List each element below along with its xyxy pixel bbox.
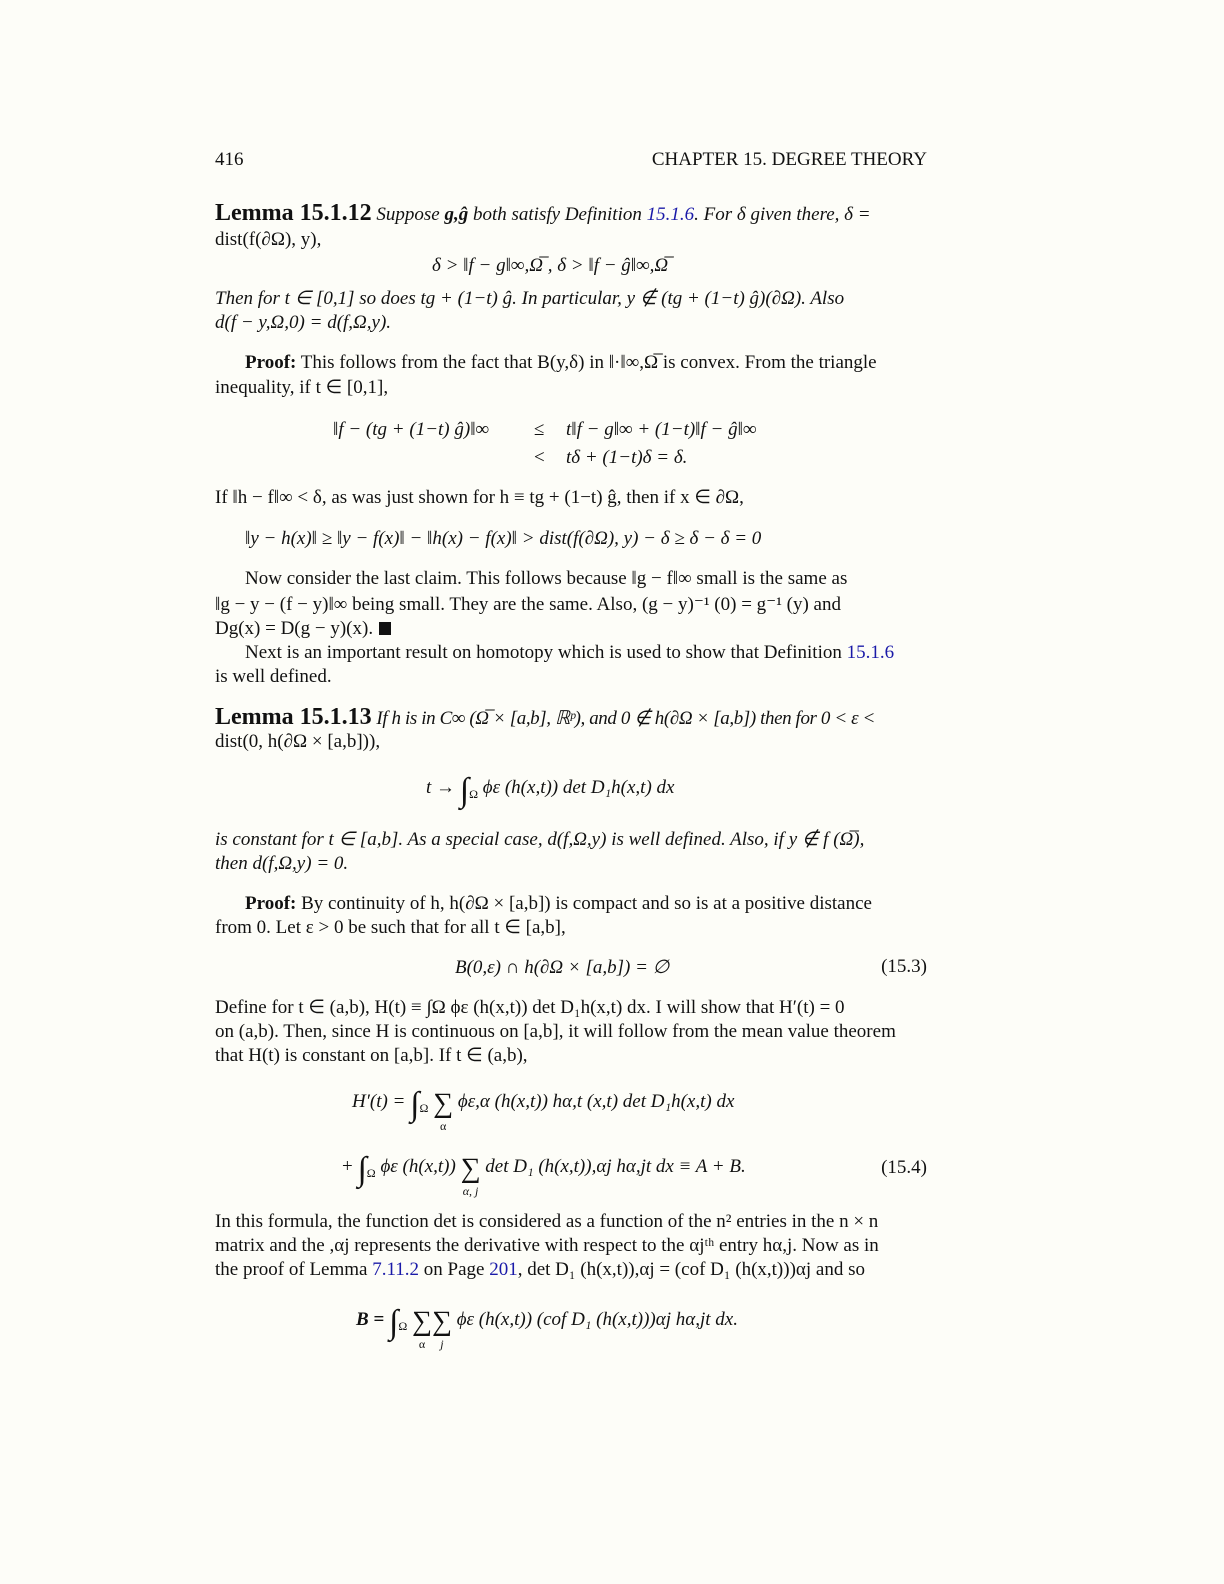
aligned-rhs-1: t‖f − g‖∞ + (1−t)‖f − ĝ‖∞	[566, 419, 757, 440]
lemma-text: Suppose	[376, 204, 445, 225]
proof-text-line: Define for t ∈ (a,b), H(t) ≡ ∫Ω ϕε (h(x,t)) det D₁h(x,t) dx. I will show that H′(t) = 0	[215, 997, 845, 1018]
summation	[412, 1308, 432, 1350]
aligned-rhs-2: tδ + (1−t)δ = δ.	[566, 447, 688, 468]
lemma-statement-line4: then d(f,Ω,y) = 0.	[215, 853, 349, 874]
definition-link[interactable]: 15.1.6	[846, 642, 895, 663]
paragraph-line: ‖g − y − (f − y)‖∞ being small. They are the same. Also, (g − y)⁻¹ (0) = g⁻¹ (y) and	[215, 594, 841, 615]
proof-label: Proof:	[245, 352, 297, 373]
lemma-15-1-12-statement-line1	[215, 201, 871, 227]
proof-paragraph-line2: from 0. Let ε > 0 be such that for all t ∈ [a,b],	[215, 917, 566, 938]
proof-text-line	[215, 1258, 865, 1282]
math-text: H′(t) =	[352, 1091, 406, 1112]
math-text: t →	[426, 777, 456, 798]
lemma-text: both satisfy Definition	[468, 204, 647, 225]
lemma-statement-line2: dist(0, h(∂Ω × [a,b])),	[215, 731, 381, 752]
math-text: ϕε (h(x,t)) (cof D₁ (h(x,t)))αj hα,jt dx.	[456, 1309, 738, 1330]
page-number: 416	[215, 149, 244, 170]
summation	[433, 1090, 453, 1132]
summation	[461, 1155, 481, 1197]
equation-B	[356, 1304, 738, 1351]
proof-text: By continuity of h, h(∂Ω × [a,b]) is compact and so is at a positive distance	[296, 893, 872, 914]
lemma-statement-line4: d(f − y,Ω,0) = d(f,Ω,y).	[215, 312, 392, 333]
math-text: det D₁ (h(x,t)),αj hα,jt dx ≡ A + B.	[485, 1156, 746, 1177]
aligned-relation-1: ≤	[534, 419, 545, 440]
proof-text-line: If ‖h − f‖∞ < δ, as was just shown for h ≡ tg + (1−t) ĝ, then if x ∈ ∂Ω,	[215, 487, 744, 508]
paragraph-line	[245, 641, 894, 665]
equation-15-4-line2	[342, 1151, 746, 1198]
integral-domain: Ω	[469, 786, 479, 801]
lemma-statement-line2: dist(f(∂Ω), y),	[215, 229, 322, 250]
page-link[interactable]: 201	[489, 1259, 518, 1280]
integral-domain: Ω	[398, 1318, 408, 1333]
aligned-relation-2: <	[534, 447, 545, 468]
paragraph-line	[215, 617, 391, 641]
integral-domain: Ω	[366, 1165, 376, 1180]
proof-label: Proof:	[245, 893, 297, 914]
display-integral	[426, 772, 675, 809]
lemma-math: g,ĝ	[444, 204, 469, 225]
proof-text-line: on (a,b). Then, since H is continuous on [a,b], it will follow from the mean value theorem	[215, 1021, 896, 1042]
paragraph-line: Now consider the last claim. This follows because ‖g − f‖∞ small is the same as	[245, 568, 848, 589]
summation-sign-icon: ∑	[433, 1088, 454, 1119]
math-text: ϕε (h(x,t)) det D₁h(x,t) dx	[482, 777, 675, 798]
integral-sign-icon: ∫	[459, 772, 470, 809]
summation-index: j	[440, 1337, 444, 1351]
summation-index: α	[418, 1337, 426, 1351]
integral-sign-icon: ∫	[410, 1086, 420, 1123]
math-text: ϕε,α (h(x,t)) hα,t (x,t) det D₁h(x,t) dx	[457, 1091, 735, 1112]
display-inequality: ‖y − h(x)‖ ≥ ‖y − f(x)‖ − ‖h(x) − f(x)‖ > dist(f(∂Ω), y) − δ ≥ δ − δ = 0	[245, 528, 762, 549]
proof-text: , det D₁ (h(x,t)),αj = (cof D₁ (h(x,t)))αj and so	[517, 1259, 865, 1280]
lemma-label: Lemma 15.1.13	[215, 704, 372, 730]
definition-link[interactable]: 15.1.6	[646, 204, 695, 225]
math-text: ϕε (h(x,t))	[380, 1156, 456, 1177]
equation-15-4-line1	[352, 1086, 735, 1133]
proof-text-line: matrix and the ,αj represents the derivative with respect to the αjᵗʰ entry hα,j. Now as in	[215, 1235, 879, 1256]
summation-sign-icon: ∑	[431, 1306, 452, 1337]
qed-square-icon	[379, 622, 391, 635]
display-equation: δ > ‖f − g‖∞,Ω̅ , δ > ‖f − ĝ‖∞,Ω̅	[432, 255, 669, 276]
lemma-text: . For δ given there, δ =	[694, 204, 871, 225]
proof-text: on Page	[419, 1259, 490, 1280]
summation-sign-icon: ∑	[460, 1153, 481, 1184]
integral-domain: Ω	[419, 1100, 429, 1115]
proof-text: the proof of Lemma	[215, 1259, 373, 1280]
integral-sign-icon: ∫	[357, 1151, 367, 1188]
paragraph-line: is well defined.	[215, 666, 332, 687]
running-header: CHAPTER 15. DEGREE THEORY	[651, 149, 927, 170]
paragraph-text: Next is an important result on homotopy which is used to show that Definition	[245, 642, 847, 663]
lemma-text: If h is in C∞ (Ω̅ × [a,b], ℝᵖ), and 0 ∉ h(∂Ω × [a,b]) then for 0 < ε <	[376, 708, 875, 729]
proof-text: This follows from the fact that B(y,δ) in ‖·‖∞,Ω̅ is convex. From the triangle	[296, 352, 877, 373]
lemma-link[interactable]: 7.11.2	[372, 1259, 420, 1280]
lemma-label: Lemma 15.1.12	[215, 200, 372, 226]
proof-text-line: that H(t) is constant on [a,b]. If t ∈ (a,b),	[215, 1045, 528, 1066]
proof-paragraph-line2: inequality, if t ∈ [0,1],	[215, 377, 389, 398]
summation-sign-icon: ∑	[412, 1306, 432, 1337]
lemma-15-1-13-statement-line1	[215, 705, 875, 731]
paragraph-text: Dg(x) = D(g − y)(x).	[215, 618, 374, 639]
summation-index: α	[439, 1119, 447, 1133]
equation-15-3: B(0,ε) ∩ h(∂Ω × [a,b]) = ∅	[455, 957, 670, 978]
math-text: B =	[356, 1309, 385, 1330]
math-text: +	[342, 1156, 353, 1177]
equation-number: (15.4)	[881, 1157, 927, 1178]
integral-sign-icon: ∫	[389, 1304, 399, 1341]
proof-paragraph-line1	[245, 892, 872, 916]
proof-text-line: In this formula, the function det is considered as a function of the n² entries in the n × n	[215, 1211, 879, 1232]
summation	[432, 1308, 452, 1350]
lemma-statement-line3: is constant for t ∈ [a,b]. As a special case, d(f,Ω,y) is well defined. Also, if y ∉ f (Ω̅),	[215, 829, 865, 850]
lemma-statement-line3: Then for t ∈ [0,1] so does tg + (1−t) ĝ. In particular, y ∉ (tg + (1−t) ĝ)(∂Ω). Also	[215, 288, 845, 309]
equation-number: (15.3)	[881, 956, 927, 977]
aligned-lhs: ‖f − (tg + (1−t) ĝ)‖∞	[333, 419, 490, 440]
summation-index: α, j	[462, 1184, 479, 1198]
proof-paragraph-line1	[245, 351, 877, 375]
